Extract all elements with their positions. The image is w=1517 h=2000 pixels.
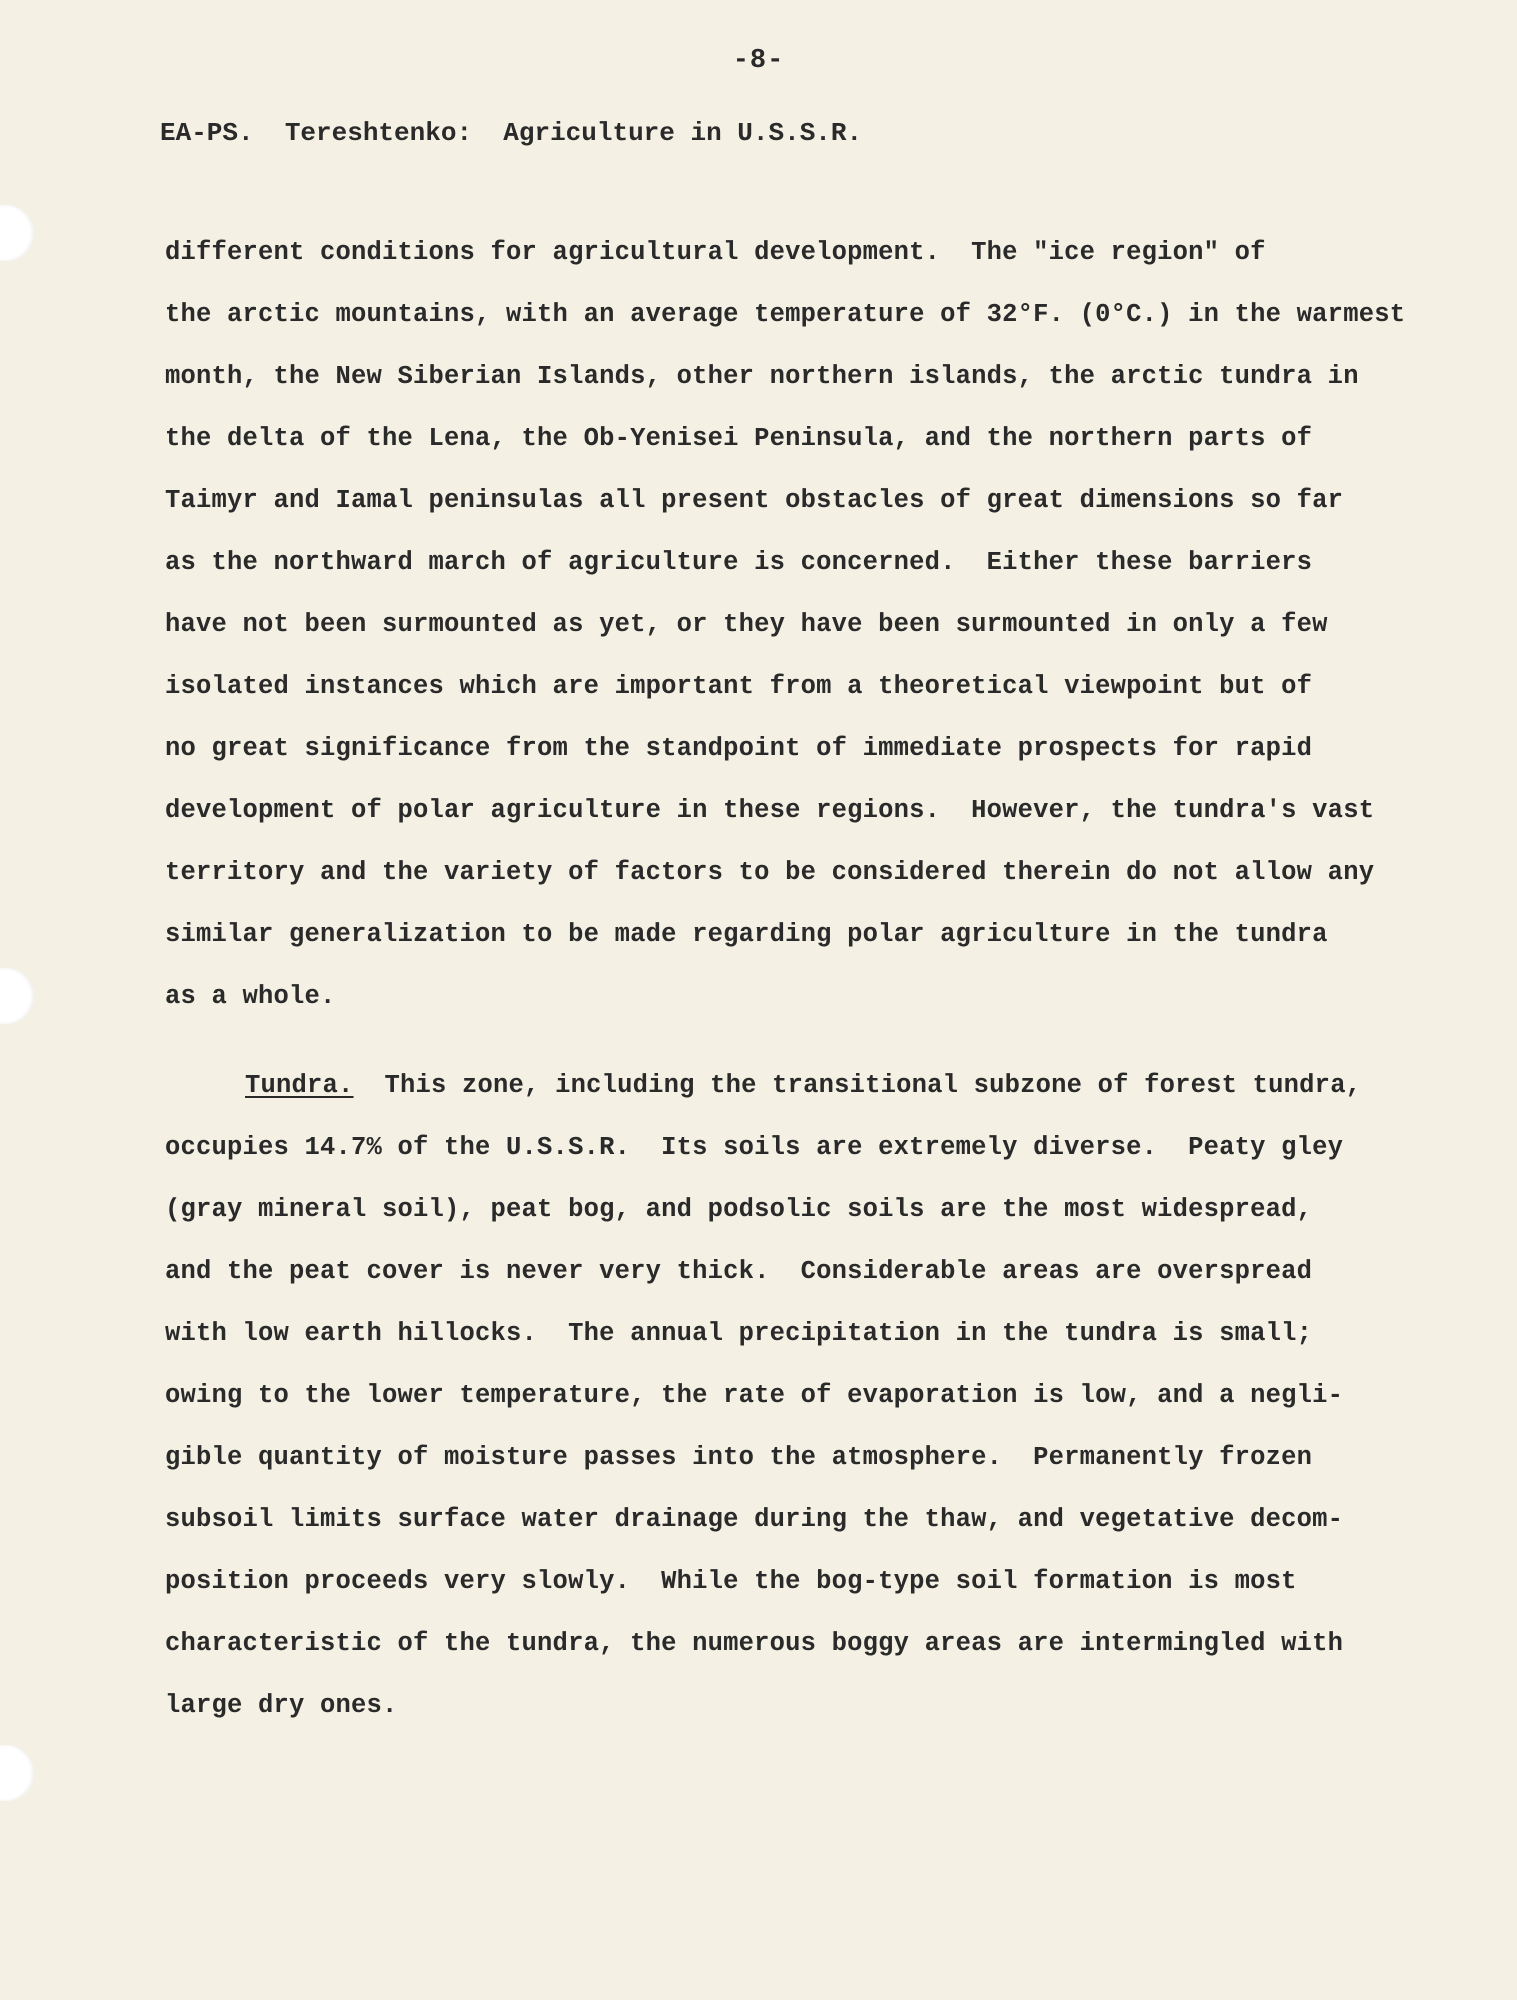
paragraph-2	[165, 1055, 1361, 1737]
paragraph-line: gible quantity of moisture passes into the atmosphere. Permanently frozen	[165, 1443, 1313, 1472]
paragraph-line: no great significance from the standpoint of immediate prospects for rapid	[165, 734, 1313, 763]
paragraph-line: different conditions for agricultural development. The "ice region" of	[165, 238, 1266, 267]
paragraph-line: subsoil limits surface water drainage during the thaw, and vegetative decom-	[165, 1505, 1344, 1534]
paragraph-first-line	[165, 1055, 1361, 1117]
paragraph-line: (gray mineral soil), peat bog, and podsolic soils are the most widespread,	[165, 1195, 1313, 1224]
punch-hole-middle	[0, 968, 34, 1024]
paragraph-line: development of polar agriculture in these regions. However, the tundra's vast	[165, 796, 1375, 825]
paragraph-line: month, the New Siberian Islands, other northern islands, the arctic tundra in	[165, 362, 1359, 391]
paragraph-line: territory and the variety of factors to be considered therein do not allow any	[165, 858, 1375, 887]
page-number: -8-	[732, 46, 785, 76]
paragraph-line: the delta of the Lena, the Ob-Yenisei Peninsula, and the northern parts of	[165, 424, 1313, 453]
paragraph-line-rest: This zone, including the transitional subzone of forest tundra,	[353, 1071, 1362, 1100]
paragraph-line: have not been surmounted as yet, or they have been surmounted in only a few	[165, 610, 1328, 639]
punch-hole-top	[0, 205, 34, 261]
punch-hole-bottom	[0, 1745, 34, 1801]
paragraph-line: occupies 14.7% of the U.S.S.R. Its soils are extremely diverse. Peaty gley	[165, 1133, 1344, 1162]
paragraph-line: characteristic of the tundra, the numerous boggy areas are intermingled with	[165, 1629, 1344, 1658]
document-header: EA-PS. Tereshtenko: Agriculture in U.S.S.R.	[160, 118, 863, 148]
paragraph-line: owing to the lower temperature, the rate of evaporation is low, and a negli-	[165, 1381, 1344, 1410]
paragraph-1	[165, 222, 1405, 1028]
paragraph-line: large dry ones.	[165, 1691, 398, 1720]
paragraph-line: position proceeds very slowly. While the bog-type soil formation is most	[165, 1567, 1297, 1596]
paragraph-line: Taimyr and Iamal peninsulas all present obstacles of great dimensions so far	[165, 486, 1344, 515]
paragraph-line: as the northward march of agriculture is concerned. Either these barriers	[165, 548, 1313, 577]
paragraph-line: isolated instances which are important from a theoretical viewpoint but of	[165, 672, 1313, 701]
section-heading-tundra: Tundra.	[245, 1071, 354, 1100]
paragraph-line: as a whole.	[165, 982, 336, 1011]
paragraph-line: similar generalization to be made regarding polar agriculture in the tundra	[165, 920, 1328, 949]
paragraph-line: the arctic mountains, with an average temperature of 32°F. (0°C.) in the warmest	[165, 300, 1406, 329]
paragraph-line: with low earth hillocks. The annual precipitation in the tundra is small;	[165, 1319, 1313, 1348]
paragraph-line: and the peat cover is never very thick. Considerable areas are overspread	[165, 1257, 1313, 1286]
